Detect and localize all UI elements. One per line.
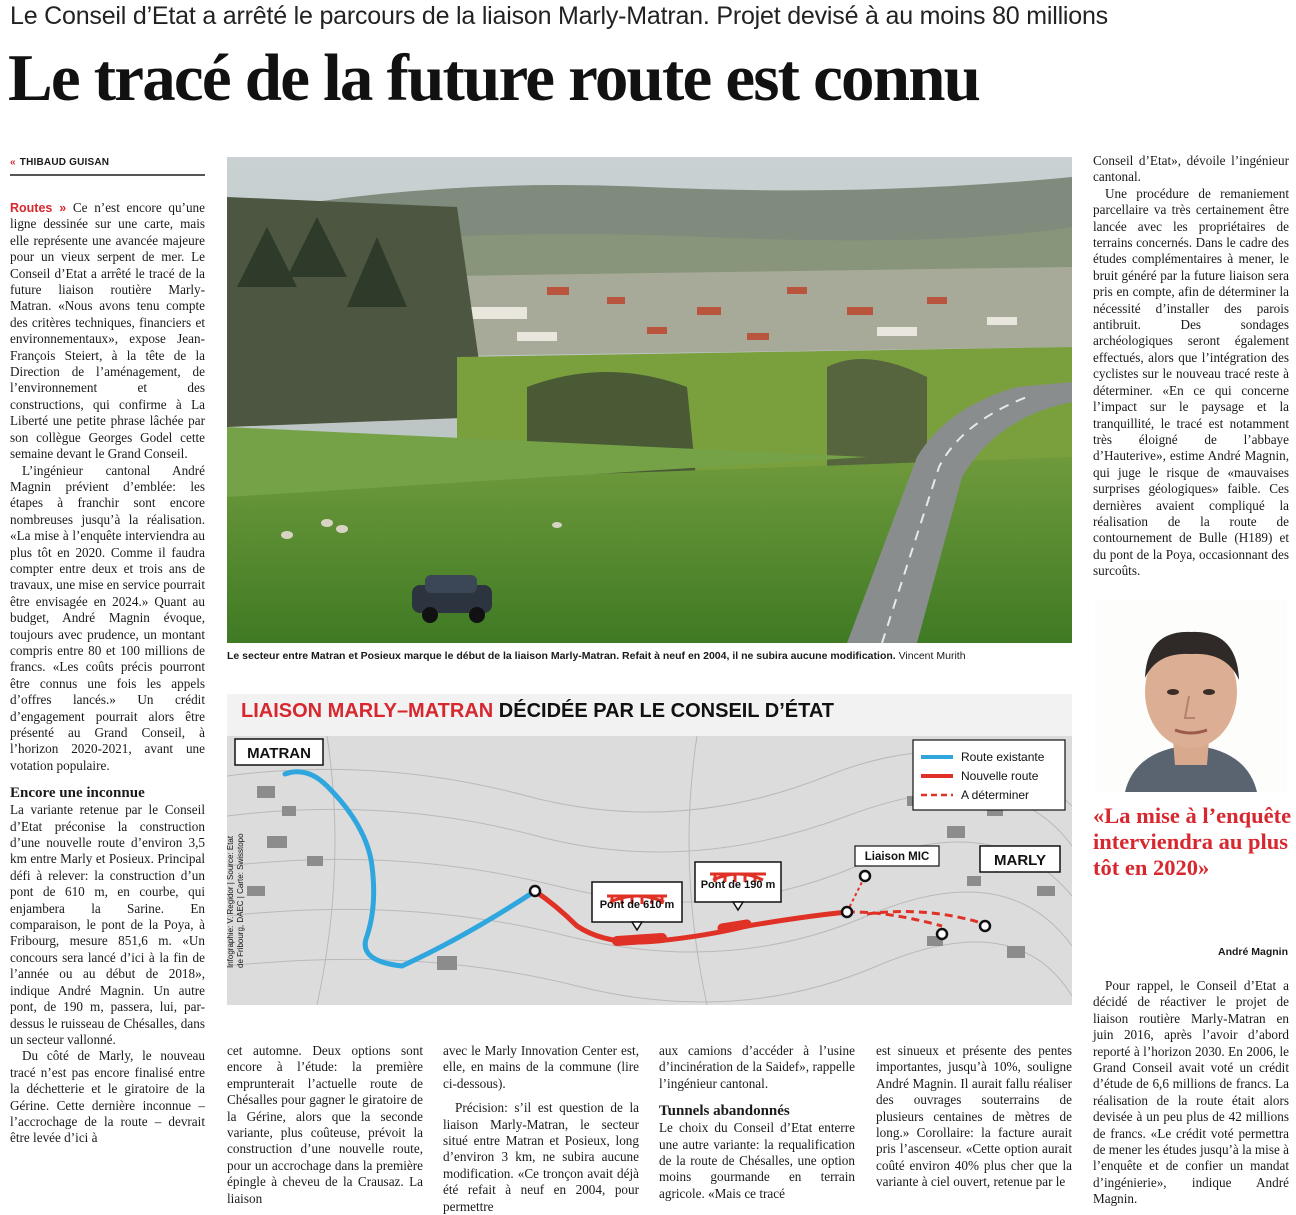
paragraph: avec le Marly Innovation Center est, elle, en mains de la commune (lire ci-dessous). <box>443 1043 639 1091</box>
legend-new: Nouvelle route <box>961 769 1039 783</box>
map-title <box>241 700 834 723</box>
lead-text: Ce n’est encore qu’une ligne dessinée sur une carte, mais elle représente une avancée majeure pour un vieux serpent de mer. Le Conseil d’Etat a arrêté le tracé de la future liaison routière Marly-Matran. «Nous avons tenu compte des critères techniques, financiers et environnementaux», expose Jean-François Steiert, à la tête de la Direction de l’aménagement, de l’environnement et des constructions, qui confirme à La Liberté une petite phrase lâchée par son collègue Georges Godel cette semaine devant le Grand Conseil. <box>10 200 205 462</box>
paragraph: L’ingénieur cantonal André Magnin prévient d’emblée: les étapes à franchir sont encore nombreuses jusqu’à la réalisation. «La mise à l’enquête interviendra au plus tôt en 2020. Comme il faudra compter entre deux et trois ans de travaux, une mise en service pourrait être envisagée en 2024.» Quant au budget, André Magnin évoque, toujours avec prudence, un montant compris entre 80 et 100 millions de francs. «Les coûts précis pourront être connus une fois les appels d’offres lancés.» Un crédit d’engagement pourrait alors être présenté au Grand Conseil, à l’horizon 2020-2021, avant une votation populaire. <box>10 462 205 773</box>
paragraph: Conseil d’Etat», dévoile l’ingénieur cantonal. <box>1093 153 1289 185</box>
lead-paragraph <box>10 200 205 463</box>
portrait-illustration <box>1095 600 1287 792</box>
legend-tbd: A déterminer <box>961 788 1030 802</box>
article-column-3 <box>443 1043 639 1215</box>
label-matran <box>235 739 323 765</box>
portrait-photo <box>1095 600 1287 792</box>
paragraph: Pour rappel, le Conseil d’Etat a décidé de réactiver le projet de liaison routière Marly-Matran en juin 2016, après l’avoir d’abord reporté à l’horizon 2030. En 2006, le Grand Conseil avait voté un crédit d’étude de 6,6 millions de francs. La réalisation de la route était alors devisée à un peu plus de 42 millions de francs. «Le crédit voté permettra de mener les études jusqu’à la mise à l’enquête et de confier un mandat d’ingénierie», indique André Magnin. <box>1093 978 1289 1207</box>
bridge-190-segment <box>722 924 747 928</box>
label-liaison-mic <box>855 846 939 866</box>
label-matran-text: MATRAN <box>247 745 311 762</box>
map-credit <box>226 833 245 968</box>
route-map <box>227 736 1072 1005</box>
map-title-red: LIAISON MARLY–MATRAN <box>241 700 494 722</box>
legend-existing: Route existante <box>961 750 1045 764</box>
byline-chevron-icon: « <box>10 157 16 168</box>
photo-credit: Vincent Murith <box>898 650 966 662</box>
article-column-6-top <box>1093 153 1289 580</box>
map-credit-line1: Infographie: V. Regidor | Source: Etat <box>226 835 235 968</box>
map-infographic <box>227 694 1072 1005</box>
paragraph: cet automne. Deux options sont encore à l’étude: la première emprunterait l’actuelle route de Chésalles pour gagner le giratoire de la Gérine, alors que la seconde variante, plus coûteuse, prévoit la construction d’une nouvelle route, pour un accrochage dans la première épingle à cheveu de la Crausaz. La liaison <box>227 1043 423 1206</box>
article-column-2 <box>227 1043 423 1207</box>
paragraph: Précision: s’il est question de la liaison Marly-Matran, le secteur situé entre Matran et Posieux, long d’environ 3 km, ne subira aucune modification. «Ce tronçon avait déjà été refait à neuf en 2004, pour permettre <box>443 1100 639 1214</box>
landscape-photo-illustration <box>227 157 1072 643</box>
label-bridge-610: Pont de 610 m <box>599 899 675 911</box>
article-column-5 <box>876 1043 1072 1191</box>
byline <box>10 157 205 176</box>
map <box>227 736 1072 1005</box>
map-legend <box>913 740 1065 810</box>
bridge-610-segment <box>617 938 662 941</box>
label-bridge-190: Pont de 190 m <box>700 879 776 891</box>
subhead-encore-une-inconnue: Encore une inconnue <box>10 785 145 802</box>
paragraph: Du côté de Marly, le nouveau tracé n’est pas encore finalisé entre la déchetterie et le giratoire de la Gérine. Cette dernière inconnue – l’accrochage de la route – devrait être levée d’ici à <box>10 1048 205 1146</box>
map-title-black: DÉCIDÉE PAR LE CONSEIL D’ÉTAT <box>493 700 835 722</box>
article-column-4 <box>659 1043 855 1202</box>
label-marly <box>980 846 1060 872</box>
article-column-6-bottom <box>1093 978 1289 1208</box>
paragraph: Une procédure de remaniement parcellaire va très certainement être lancée avec les propriétaires de terrains concernés. Dans le cadre des études complémentaires à mener, le bruit généré par la future liaison sera pris en compte, afin de déterminer la nécessité d’installer des parois antibruit. Des sondages archéologiques seront également effectués, alors que l’intégration des cyclistes sur le nouveau tracé reste à déterminer. «En ce qui concerne l’impact sur le paysage et la tranquillité, le tracé est notamment très éloigné de l’abbaye d’Hauterive», estime André Magnin, qui juge le risque de «mauvaises surprises géologiques» faible. Ces dernières avaient compliqué la réalisation de la route de contournement de Bulle (H189) et du pont de la Poya, occasionnant des surcoûts. <box>1093 185 1289 579</box>
label-mic-text: Liaison MIC <box>864 851 930 863</box>
main-photo <box>227 157 1072 643</box>
article-column-1 <box>10 200 205 1147</box>
article-kicker: Le Conseil d’Etat a arrêté le parcours de la liaison Marly-Matran. Projet devisé à au moins 80 millions <box>10 2 1108 30</box>
pull-quote-attribution: André Magnin <box>1218 946 1288 958</box>
caption-text: Le secteur entre Matran et Posieux marque le début de la liaison Marly-Matran. Refait à neuf en 2004, il ne subira aucune modification. <box>227 650 896 662</box>
article-headline: Le tracé de la future route est connu <box>8 41 980 115</box>
map-credit-line2: de Fribourg, DAEC | Carte: Swisstopo <box>236 833 245 968</box>
lead-tag: Routes » <box>10 201 67 215</box>
byline-author: THIBAUD GUISAN <box>19 157 110 168</box>
photo-caption <box>227 650 1072 662</box>
label-marly-text: MARLY <box>994 852 1046 869</box>
pull-quote: «La mise à l’enquête interviendra au plus tôt en 2020» <box>1093 803 1292 880</box>
paragraph: aux camions d’accéder à l’usine d’incinération de la Saidef», rappelle l’ingénieur cantonal. <box>659 1043 855 1091</box>
paragraph: Le choix du Conseil d’Etat enterre une autre variante: la requalification de la route de Chésalles, une option moins gourmande en terrain agricole. «Mais ce tracé <box>659 1120 855 1201</box>
subhead-tunnels-abandonnes: Tunnels abandonnés <box>659 1103 790 1120</box>
paragraph: La variante retenue par le Conseil d’Etat préconise la construction d’une nouvelle route d’environ 3,5 km entre Marly et Posieux. Principal défi à relever: la construction d’un pont de 610 m, en courbe, qui enjambera la Sarine. En comparaison, le pont de la Poya, à Fribourg, mesure 851,6 m. «Un concours sera lancé d’ici à la fin de l’année ou au début de 2018», indique André Magnin. Un autre pont, de 190 m, passera, lui, par-dessus le ruisseau de Chésalles, dans un secteur vallonné. <box>10 802 205 1047</box>
paragraph: est sinueux et présente des pentes importantes, jusqu’à 10%, souligne André Magnin. Il aurait fallu réaliser des ouvrages souterrains de plusieurs centaines de mètres de long.» Corollaire: la facture aurait pris l’ascenseur. «Cette option aurait coûté environ 40% plus cher que la variante à ciel ouvert, retenue par le <box>876 1043 1072 1190</box>
